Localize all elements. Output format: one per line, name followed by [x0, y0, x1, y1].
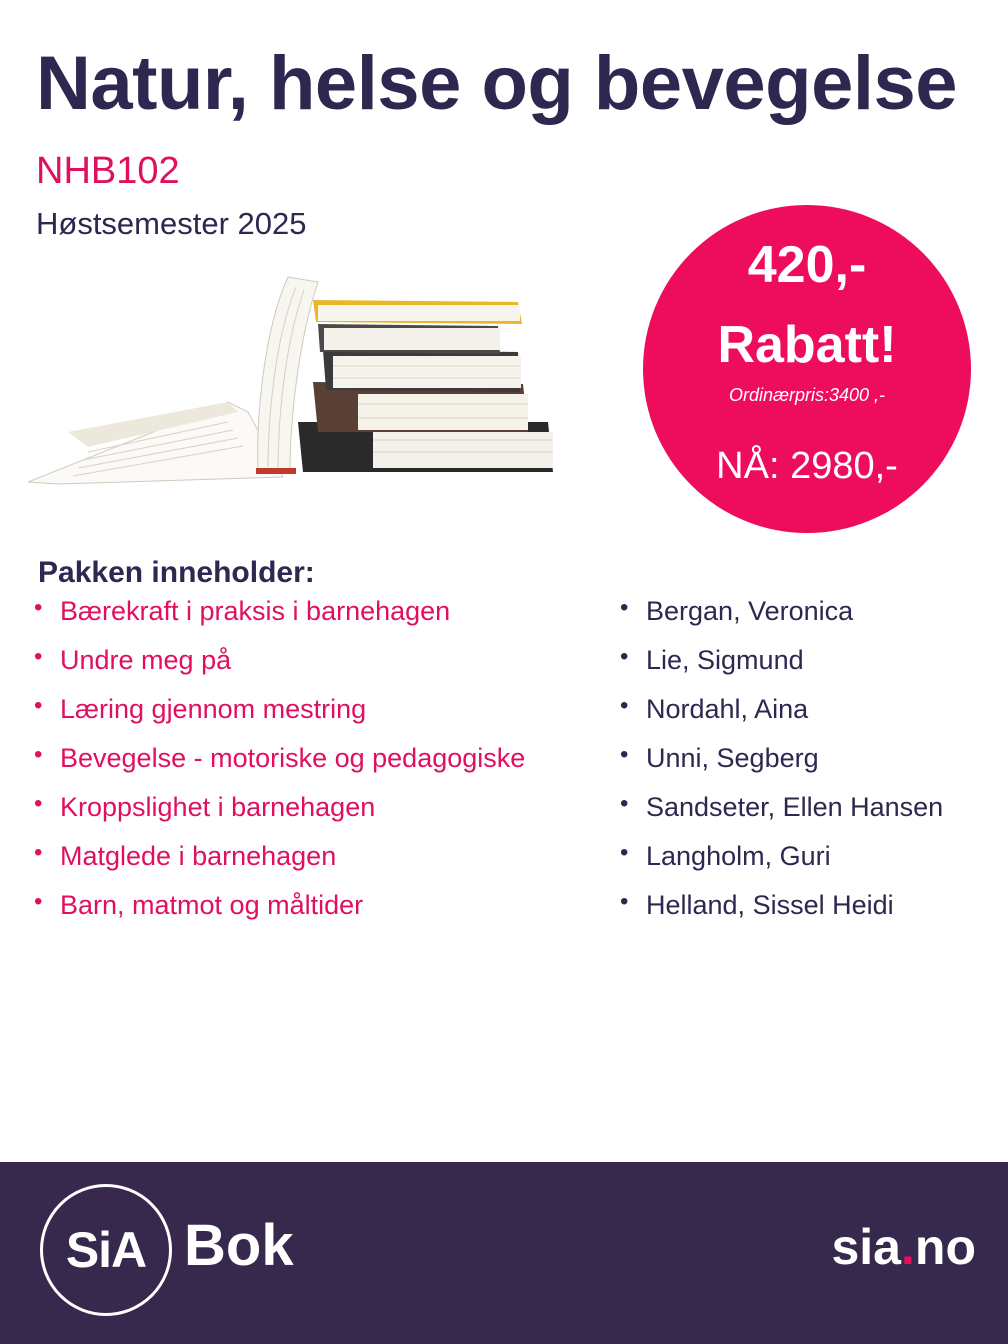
list-item: • Helland, Sissel Heidi — [620, 890, 943, 939]
discount-amount: 420,- — [747, 236, 867, 294]
package-heading: Pakken inneholder: — [38, 556, 315, 589]
sia-logo — [40, 1184, 172, 1316]
books-image — [28, 272, 563, 492]
list-item: • Barn, matmot og måltider — [34, 890, 525, 939]
course-code: NHB102 — [36, 150, 180, 192]
site-link[interactable]: sia.no — [831, 1219, 976, 1275]
logo-bok-text: Bok — [184, 1213, 294, 1278]
author-list — [620, 596, 943, 939]
list-item: • Kroppslighet i barnehagen — [34, 792, 525, 841]
list-item: • Læring gjennom mestring — [34, 694, 525, 743]
list-item: • Unni, Segberg — [620, 743, 943, 792]
site-tld: no — [914, 1219, 976, 1275]
ordinary-price: Ordinærpris:3400 ,- — [728, 385, 886, 405]
list-item: • Bergan, Veronica — [620, 596, 943, 645]
discount-badge — [643, 205, 971, 533]
book-title-list — [34, 596, 525, 939]
list-item: • Langholm, Guri — [620, 841, 943, 890]
footer — [0, 1162, 1008, 1344]
list-item: • Sandseter, Ellen Hansen — [620, 792, 943, 841]
site-name: sia — [831, 1219, 901, 1275]
semester-label: Høstsemester 2025 — [36, 206, 307, 241]
list-item: • Nordahl, Aina — [620, 694, 943, 743]
list-item: • Bevegelse - motoriske og pedagogiske — [34, 743, 525, 792]
page-title: Natur, helse og bevegelse — [36, 41, 957, 126]
logo-sia-text: SiA — [65, 1222, 147, 1278]
list-item: • Lie, Sigmund — [620, 645, 943, 694]
discount-label: Rabatt! — [717, 316, 897, 374]
now-price: NÅ: 2980,- — [716, 445, 898, 487]
list-item: • Undre meg på — [34, 645, 525, 694]
list-item: • Matglede i barnehagen — [34, 841, 525, 890]
list-item: • Bærekraft i praksis i barnehagen — [34, 596, 525, 645]
